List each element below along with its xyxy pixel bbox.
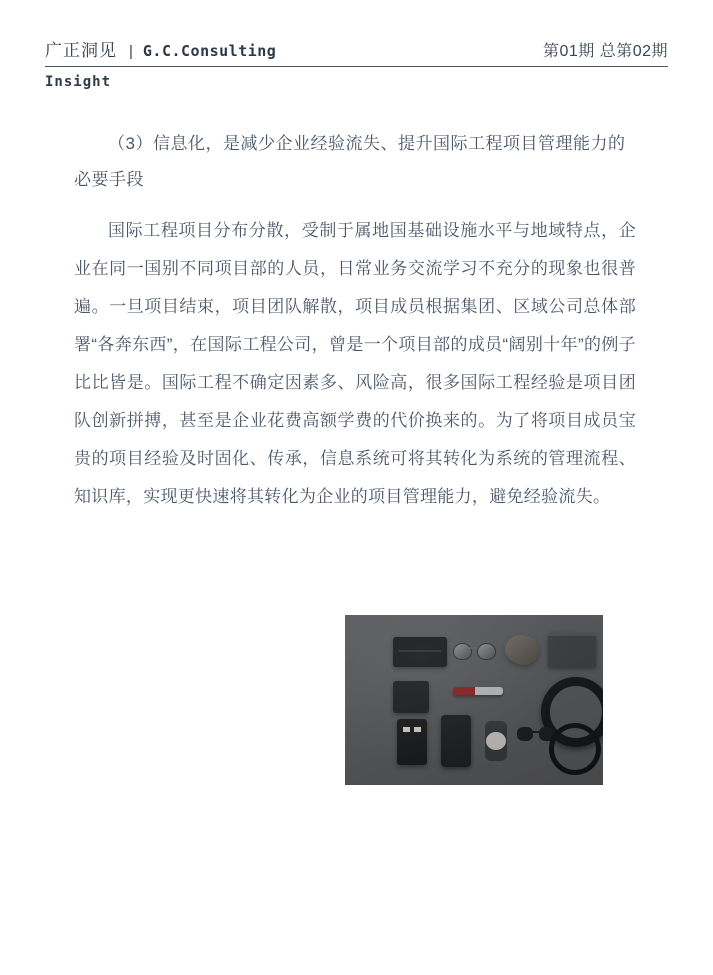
brand-name-cn: 广正洞见 xyxy=(45,41,117,60)
brand-separator: | xyxy=(129,43,133,60)
wristwatch-object xyxy=(485,721,507,761)
page-header xyxy=(45,36,668,102)
document-body xyxy=(74,126,636,516)
pocket-knife-object xyxy=(453,687,503,695)
brand-subtitle: Insight xyxy=(45,74,112,90)
brand-block xyxy=(45,36,276,61)
body-paragraph: 国际工程项目分布分散，受制于属地国基础设施水平与地域特点，企业在同一国别不同项目部的人员，日常业务交流学习不充分的现象也很普遍。一旦项目结束，项目团队解散，项目成员根据集团、区域公司总体部署“各奔东西”，在国际工程公司，曾是一个项目部的成员“阔别十年”的例子比比皆是。国际工程不确定因素多、风险高，很多国际工程经验是项目团队创新拼搏，甚至是企业花费高额学费的代价换来的。为了将项目成员宝贵的项目经验及时固化、传承，信息系统可将其转化为系统的管理流程、知识库，实现更快速将其转化为企业的项目管理能力，避免经验流失。 xyxy=(74,221,636,506)
smartphone-object xyxy=(441,715,471,767)
leather-wallet-object xyxy=(393,637,447,667)
section-heading: （3）信息化，是减少企业经验流失、提升国际工程项目管理能力的必要手段 xyxy=(74,134,626,189)
cable-coil-object xyxy=(549,723,601,775)
stone-object xyxy=(505,635,539,665)
eyeglasses-object xyxy=(453,641,495,661)
desk-flatlay-photo xyxy=(345,615,603,785)
small-wallet-object xyxy=(397,719,427,765)
card-holder-object xyxy=(393,681,429,713)
header-divider xyxy=(45,66,668,67)
figure-container xyxy=(345,615,603,785)
issue-number: 第01期 总第02期 xyxy=(542,43,668,60)
header-row xyxy=(45,36,668,61)
notebook-object xyxy=(548,633,596,667)
brand-name-en: G.C.Consulting xyxy=(142,42,277,60)
